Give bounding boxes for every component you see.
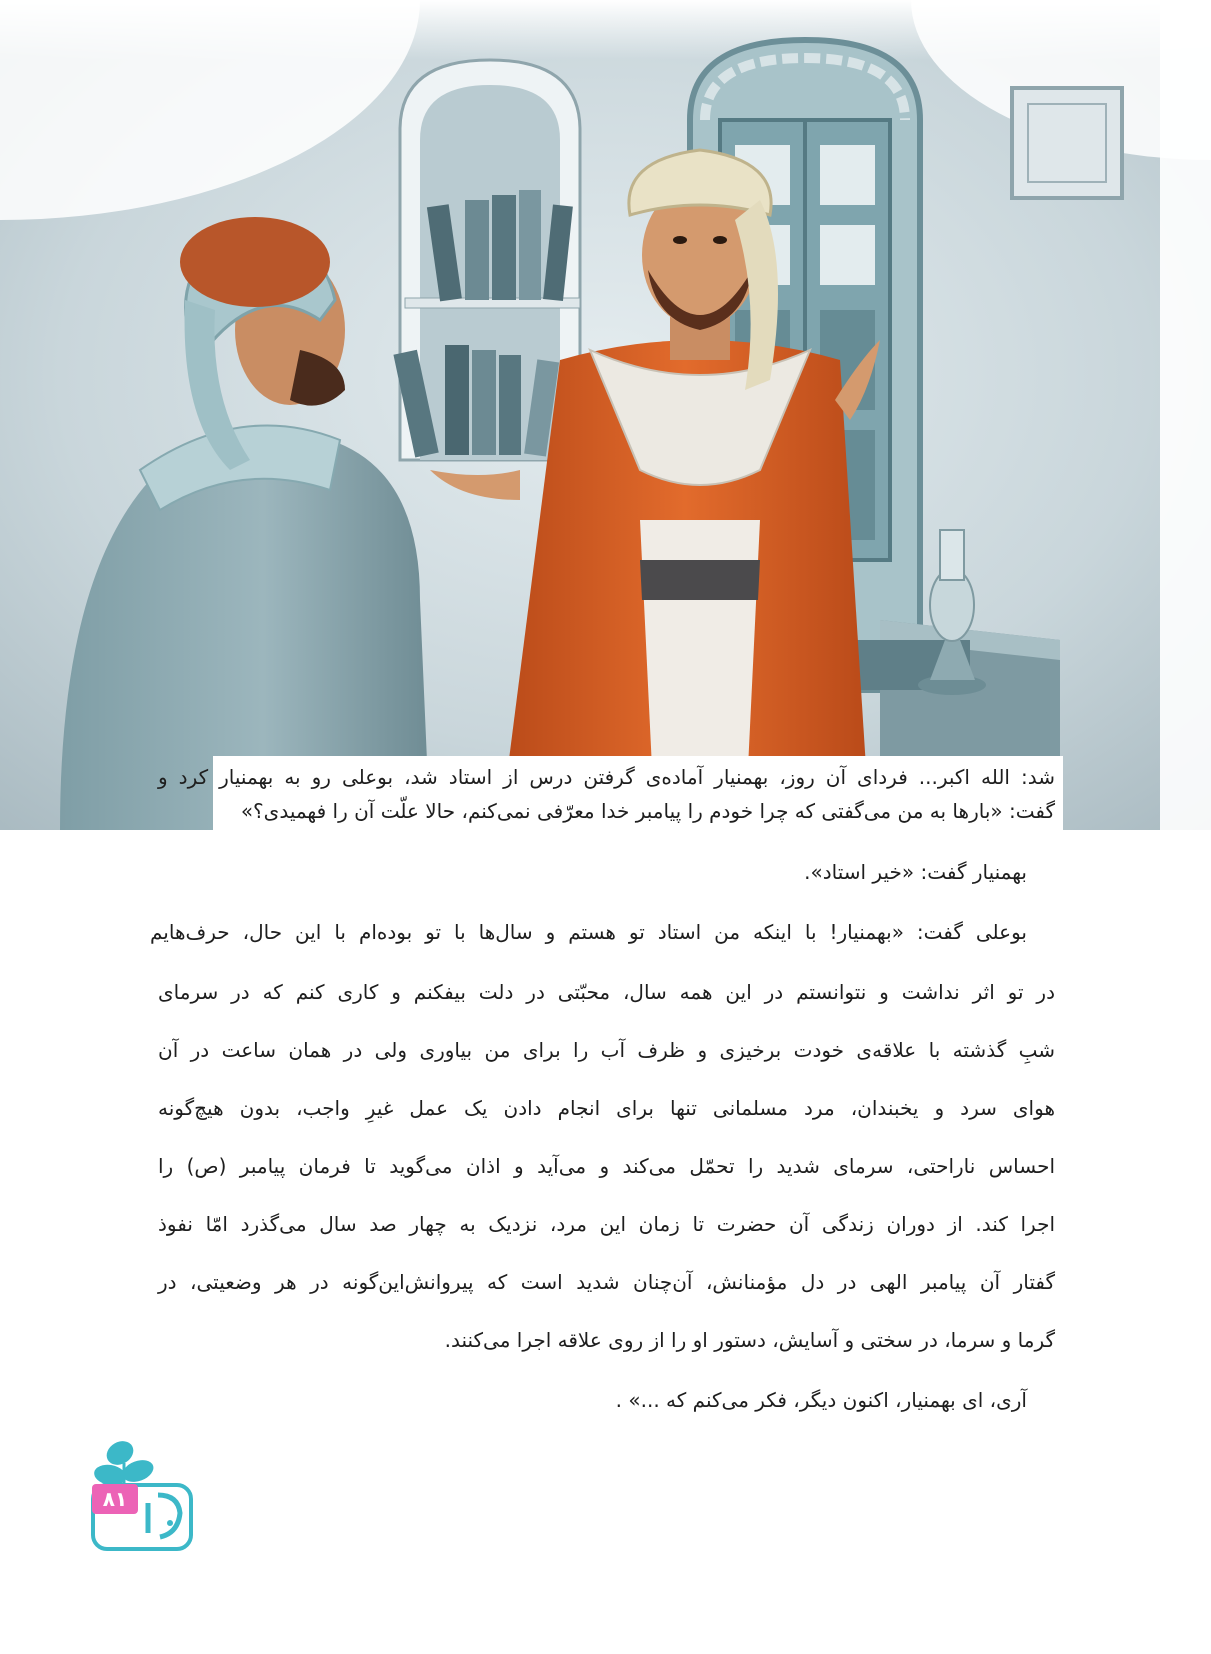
paragraph-1-line-2: گفت: «بارها به من می‌گفتی که چرا خودم را پیامبر خدا معرّفی نمی‌کنم، حالا علّت آن را فهمیدی؟» <box>240 799 1055 823</box>
paragraph-3-line-3: شبِ گذشته با علاقه‌ی خودت برخیزی و ظرف آب را برای من بیاوری ولی در همان ساعت در آن <box>158 1038 1055 1062</box>
paragraph-3-line-1: بوعلی گفت: «بهمنیار! با اینکه من استاد تو هستم و سال‌ها با تو بوده‌ام با این حال، حرف‌هایم <box>150 920 1027 944</box>
paragraph-3-line-6: اجرا کند. از دوران زندگی آن حضرت تا زمان این مرد، نزدیک به چهار صد سال می‌گذرد امّا نفوذ <box>158 1212 1055 1236</box>
paragraph-3-line-7: گفتار آن پیامبر الهی در دل مؤمنانش، آن‌چنان شدید است که پیروانش‌این‌گونه در هر وضعیتی، در <box>158 1270 1055 1294</box>
paragraph-4: آری، ای بهمنیار، اکنون دیگر، فکر می‌کنم که ...» . <box>615 1388 1027 1412</box>
paragraph-1-line-1: شد: الله اکبر... فردای آن روز، بهمنیار آماده‌ی گرفتن درس از استاد شد، بوعلی رو به بهمنیار کرد و <box>158 765 1055 789</box>
paragraph-3-line-8: گرما و سرما، در سختی و آسایش، دستور او را از روی علاقه اجرا می‌کنند. <box>444 1328 1055 1352</box>
paragraph-3-line-5: احساس ناراحتی، سرمای شدید را تحمّل می‌کند و می‌آید و اذان می‌گوید تا فرمان پیامبر (ص) را <box>158 1154 1055 1178</box>
paragraph-2: بهمنیار گفت: «خیر استاد». <box>804 860 1027 884</box>
page-number: ۸۱ <box>92 1484 138 1514</box>
paragraph-3-line-4: هوای سرد و یخبندان، مرد مسلمانی تنها برای انجام دادن یک عمل غیرِ واجب، بدون هیچ‌گونه <box>158 1096 1055 1120</box>
paragraph-3-line-2: در تو اثر نداشت و نتوانستم در این همه سال، محبّتی در دلت بیفکنم و کاری کنم که در سرمای <box>158 980 1055 1004</box>
bookshelf-niche <box>393 60 580 460</box>
